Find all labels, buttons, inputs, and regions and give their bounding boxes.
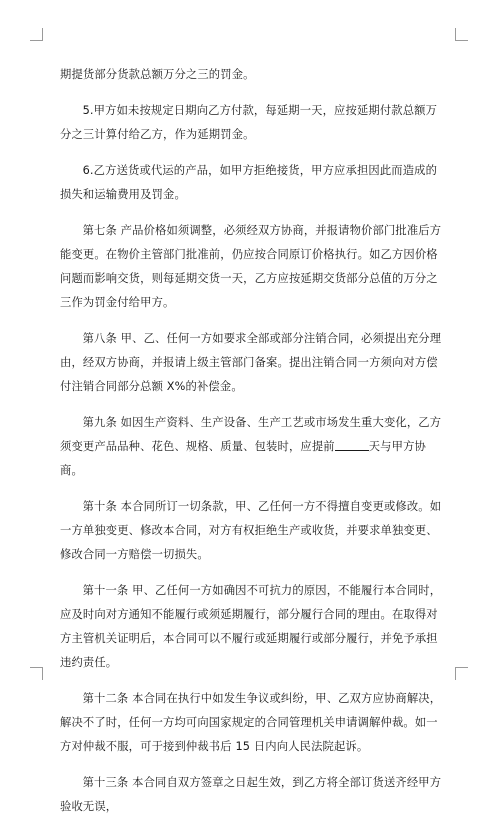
paragraph-item-5: 5.甲方如未按规定日期向乙方付款，每延期一天，应按延期付款总额万分之三计算付给乙方，作为延期罚金。 — [60, 104, 438, 141]
crop-mark-top-right — [455, 28, 468, 41]
paragraph-article-7: 第七条 产品价格如须调整，必须经双方协商，并报请物价部门批准后方能变更。在物价主管部门批准前，仍应按合同原订价格执行。如乙方因价格问题而影响交货，则每延期交货一天，乙方应按延期交货部分总值的万分之三作为罚金付给甲方。 — [60, 224, 442, 309]
paragraph-article-13: 第十三条 本合同自双方签章之日起生效，到乙方将全部订货送齐经甲方验收无误， — [60, 776, 442, 813]
crop-mark-top-left — [30, 28, 43, 41]
paragraph-article-10: 第十条 本合同所订一切条款，甲、乙任何一方不得擅自变更或修改。如一方单独变更、修改本合同，对方有权拒绝生产或收货，并要求单独变更、修改合同一方赔偿一切损失。 — [60, 500, 442, 561]
paragraph-article-8: 第八条 甲、乙、任何一方如要求全部或部分注销合同，必须提出充分理由，经双方协商，并报请上级主管部门备案。提出注销合同一方须向对方偿付注销合同部分总额 X%的补偿金。 — [60, 332, 442, 393]
document-body — [60, 63, 446, 831]
article-9-text-after: 天与甲方协商。 — [60, 440, 426, 477]
paragraph-article-12: 第十二条 本合同在执行中如发生争议或纠纷，甲、乙双方应协商解决，解决不了时，任何一方均可向国家规定的合同管理机关申请调解仲裁。如一方对仲裁不服，可于接到仲裁书后 15 日内向人民法院起诉。 — [60, 692, 442, 753]
paragraph-continuation: 期提货部分货款总额万分之三的罚金。 — [60, 68, 255, 81]
crop-mark-bottom-left — [30, 667, 43, 680]
paragraph-article-11: 第十一条 甲、乙任何一方如确因不可抗力的原因，不能履行本合同时，应及时向对方通知不能履行或须延期履行，部分履行合同的理由。在取得对方主管机关证明后，本合同可以不履行或延期履行或部分履行，并免予承担违约责任。 — [60, 584, 442, 669]
crop-mark-bottom-right — [455, 667, 468, 680]
paragraph-item-6: 6.乙方送货或代运的产品，如甲方拒绝接货，甲方应承担因此而造成的损失和运输费用及罚金。 — [60, 164, 438, 201]
fill-in-blank — [335, 438, 369, 451]
paragraph-article-9 — [60, 411, 446, 483]
article-9-text-before: 第九条 如因生产资料、生产设备、生产工艺或市场发生重大变化，乙方须变更产品品种、花色、规格、质量、包装时，应提前 — [60, 416, 442, 453]
